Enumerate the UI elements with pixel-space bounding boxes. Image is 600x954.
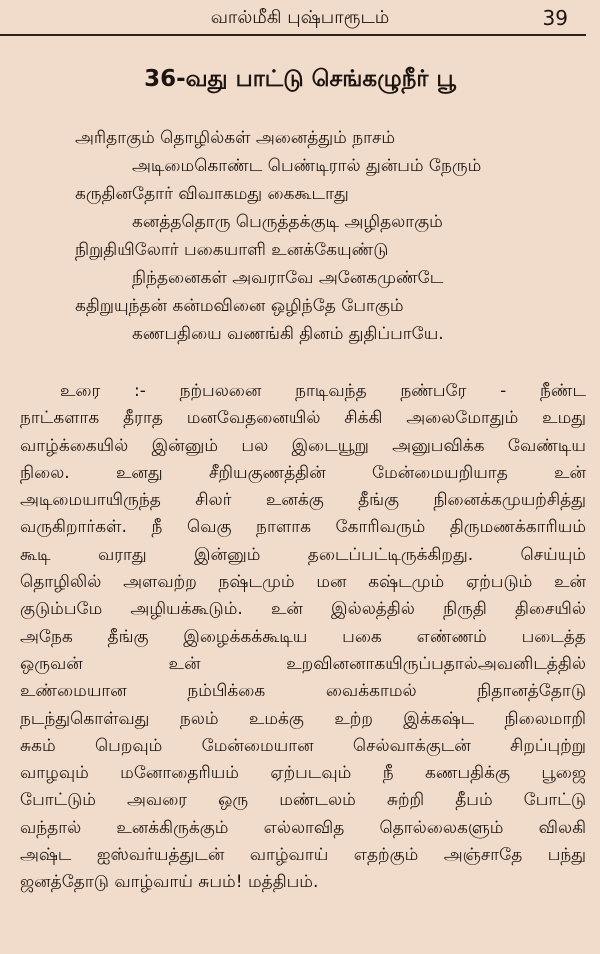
running-header [0, 6, 600, 32]
commentary-line: உண்மையான நம்பிக்கை வைக்காமல் நிதானத்தோடு [20, 681, 586, 702]
verse-line: அடிமைகொண்ட பெண்டிரால் துன்பம் நேரும் [132, 156, 482, 176]
commentary-line: உரை :- நற்பலனை நாடிவந்த நண்பரே - நீண்ட [60, 381, 586, 401]
commentary-line: வருகிறார்கள். நீ வெகு நாளாக கோரிவரும் திருமணக்காரியம் [20, 517, 586, 538]
commentary-line: வந்தால் உனக்கிருக்கும் எல்லாவித தொல்லைகளும் விலகி [20, 817, 586, 838]
commentary-line: நிலை. உனது சீறியகுணத்தின் மேன்மையறியாத உன் [20, 462, 586, 483]
commentary-line: போட்டும் அவரை ஒரு மண்டலம் சுற்றி தீபம் போட்டு [20, 790, 586, 811]
verse-line: நிறுதியிலோர் பகையாளி உனக்கேயுண்டு [75, 240, 389, 260]
commentary-paragraph [20, 378, 586, 897]
commentary-line: அஷ்ட ஐஸ்வர்யத்துடன் வாழ்வாய் எதற்கும் அஞ்சாதே பந்து [20, 845, 586, 866]
verse-line: அரிதாகும் தொழில்கள் அனைத்தும் நாசம் [75, 128, 396, 148]
commentary-line: குடும்பமே அழியக்கூடும். உன் இல்லத்தில் நிருதி திசையில் [20, 599, 586, 620]
commentary-line: வாழ்க்கையில் இன்னும் பல இடையூறு அனுபவிக்க வேண்டிய [20, 435, 586, 456]
book-title: வால்மீகி புஷ்பாரூடம் [210, 7, 390, 28]
verse-line: கனத்ததொரு பெருத்தக்குடி அழிதலாகும் [132, 212, 443, 232]
commentary-line: நாட்களாக தீராத மனவேதனையில் சிக்கி அலைமோதும் உமது [20, 408, 586, 429]
commentary-line: சுகம் பெறவும் மேன்மையான செல்வாக்குடன் சிறப்புற்று [20, 735, 586, 756]
song-title: 36-வது பாட்டு செங்கழுநீர் பூ [144, 66, 456, 92]
commentary-line: அடிமையாயிருந்த சிலர் உனக்கு தீங்கு நினைக்கமுயற்சித்து [20, 490, 586, 511]
verse-line: கருதினதோர் விவாகமது கைகூடாது [75, 184, 349, 204]
commentary-line: கூடி வராது இன்னும் தடைப்பட்டிருக்கிறது. செய்யும் [20, 544, 586, 565]
commentary-line: ஒருவன் உன் உறவினனாகயிருப்பதால்அவனிடத்தில் [20, 653, 586, 674]
commentary-line: தொழிலில் அளவற்ற நஷ்டமும் மன கஷ்டமும் ஏற்படும் உன் [20, 572, 586, 593]
page-number: 39 [542, 6, 568, 30]
commentary-line: வாழவும் மனோதைரியம் ஏற்படவும் நீ கணபதிக்கு பூஜை [20, 763, 586, 784]
commentary-line: அநேக தீங்கு இழைக்கக்கூடிய பகை எண்ணம் படைத்த [20, 626, 586, 647]
verse-line: நிந்தனைகள் அவராவே அனேகமுண்டே [132, 268, 444, 288]
commentary-line: நடந்துகொள்வது நலம் உமக்கு உற்ற இக்கஷ்ட நிலைமாறி [20, 708, 586, 729]
verse-line: கதிறுயுந்தன் கன்மவினை ஒழிந்தே போகும் [75, 296, 404, 316]
verse-line: கணபதியை வணங்கி தினம் துதிப்பாயே. [132, 324, 444, 344]
header-divider [0, 34, 586, 36]
commentary-line: ஜனத்தோடு வாழ்வாய் சுபம்! மத்திபம். [20, 872, 319, 893]
